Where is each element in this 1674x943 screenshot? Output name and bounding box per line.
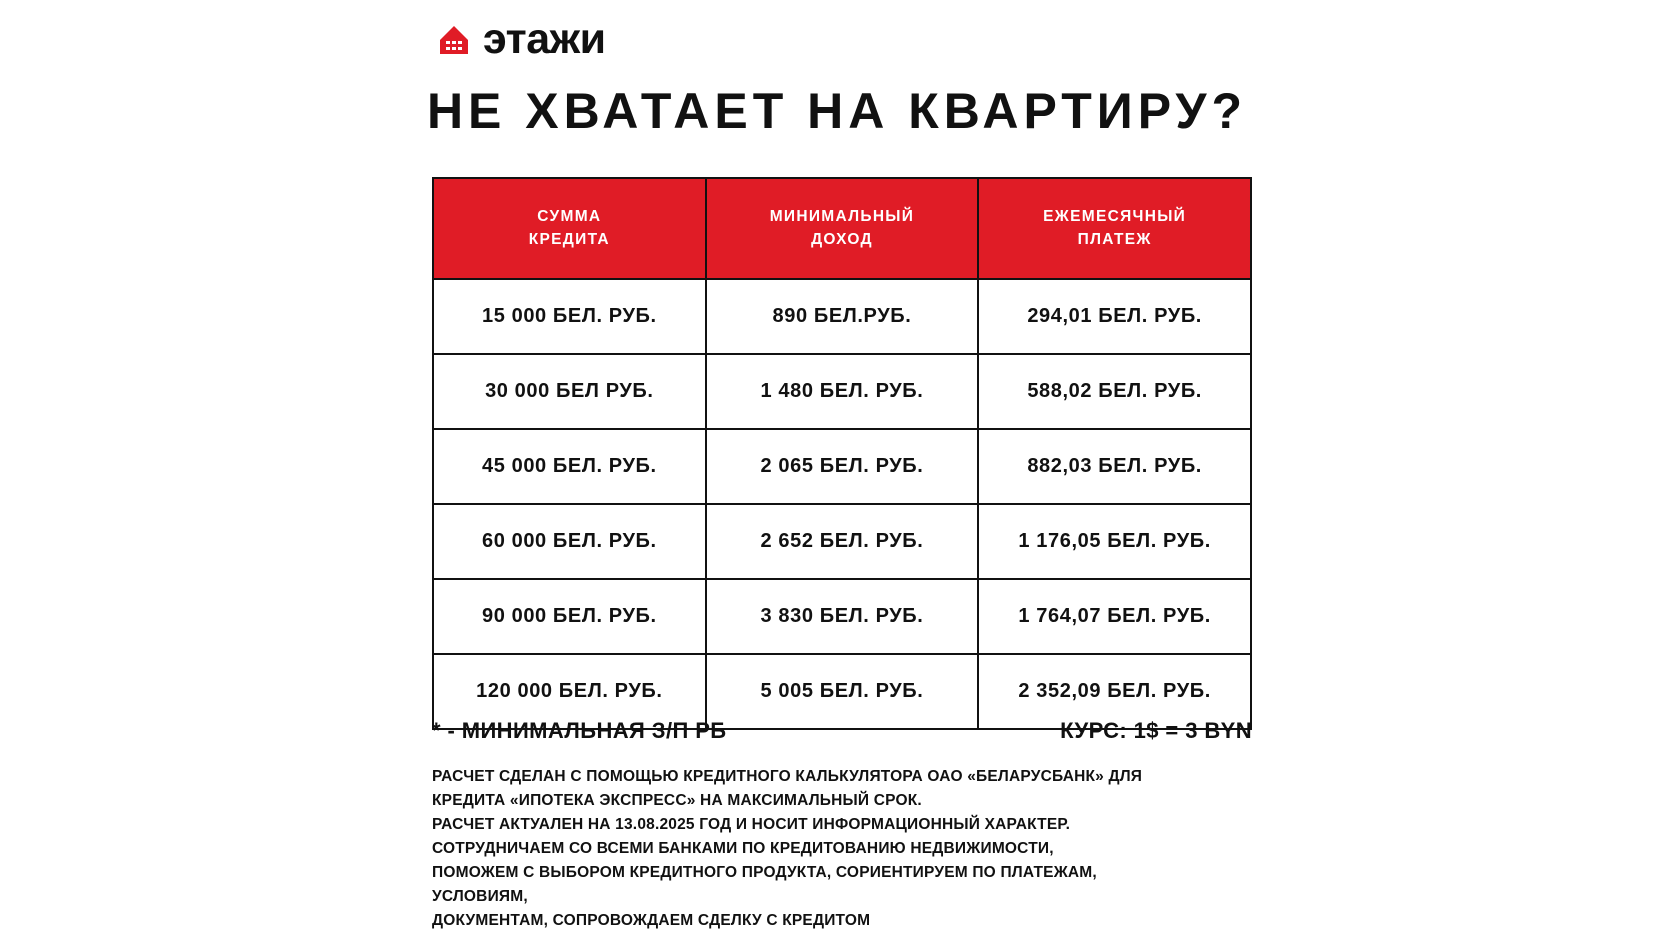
credit-table-wrapper: [432, 177, 1252, 730]
credit-table: [432, 177, 1252, 730]
cell-loan-amount: 120 000 БЕЛ. РУБ.: [433, 654, 706, 729]
disclaimer-line: РАСЧЕТ АКТУАЛЕН НА 13.08.2025 ГОД И НОСИТ ИНФОРМАЦИОННЫЙ ХАРАКТЕР.: [432, 816, 1071, 834]
column-header-line-2: КРЕДИТА: [528, 231, 610, 249]
table-row: [433, 279, 1251, 354]
disclaimer-line: ПОМОЖЕМ С ВЫБОРОМ КРЕДИТНОГО ПРОДУКТА, СОРИЕНТИРУЕМ ПО ПЛАТЕЖАМ,: [432, 864, 1097, 882]
disclaimer-line: СОТРУДНИЧАЕМ СО ВСЕМИ БАНКАМИ ПО КРЕДИТОВАНИЮ НЕДВИЖИМОСТИ,: [432, 840, 1054, 858]
cell-loan-amount: 60 000 БЕЛ. РУБ.: [433, 504, 706, 579]
disclaimer-block: [432, 765, 1282, 933]
brand-logo: [437, 15, 606, 63]
cell-loan-amount: 30 000 БЕЛ РУБ.: [433, 354, 706, 429]
column-header-line-1: СУММА: [537, 208, 602, 225]
column-header-monthly-payment: [978, 178, 1251, 279]
cell-monthly-payment: 882,03 БЕЛ. РУБ.: [978, 429, 1251, 504]
cell-min-income: 5 005 БЕЛ. РУБ.: [706, 654, 979, 729]
cell-min-income: 3 830 БЕЛ. РУБ.: [706, 579, 979, 654]
column-header-line-2: ДОХОД: [811, 231, 873, 249]
cell-monthly-payment: 2 352,09 БЕЛ. РУБ.: [978, 654, 1251, 729]
table-row: [433, 504, 1251, 579]
footnote-min-salary: * - МИНИМАЛЬНАЯ З/П РБ: [432, 718, 727, 743]
cell-monthly-payment: 1 176,05 БЕЛ. РУБ.: [978, 504, 1251, 579]
cell-min-income: 1 480 БЕЛ. РУБ.: [706, 354, 979, 429]
column-header-line-1: ЕЖЕМЕСЯЧНЫЙ: [1043, 208, 1187, 225]
cell-min-income: 2 652 БЕЛ. РУБ.: [706, 504, 979, 579]
disclaimer-line: РАСЧЕТ СДЕЛАН С ПОМОЩЬЮ КРЕДИТНОГО КАЛЬКУЛЯТОРА ОАО «БЕЛАРУСБАНК» ДЛЯ: [432, 768, 1143, 785]
cell-loan-amount: 15 000 БЕЛ. РУБ.: [433, 279, 706, 354]
table-header: [433, 178, 1251, 279]
table-header-row: [433, 178, 1251, 279]
cell-min-income: 890 БЕЛ.РУБ.: [706, 279, 979, 354]
cell-monthly-payment: 588,02 БЕЛ. РУБ.: [978, 354, 1251, 429]
cell-loan-amount: 90 000 БЕЛ. РУБ.: [433, 579, 706, 654]
table-row: [433, 429, 1251, 504]
cell-monthly-payment: 294,01 БЕЛ. РУБ.: [978, 279, 1251, 354]
disclaimer-line: УСЛОВИЯМ,: [432, 888, 528, 906]
disclaimer-line: ДОКУМЕНТАМ, СОПРОВОЖДАЕМ СДЕЛКУ С КРЕДИТОМ: [432, 912, 871, 930]
page-title: НЕ ХВАТАЕТ НА КВАРТИРУ?: [426, 83, 1248, 139]
disclaimer-line: КРЕДИТА «ИПОТЕКА ЭКСПРЕСС» НА МАКСИМАЛЬНЫЙ СРОК.: [432, 792, 922, 810]
table-row: [433, 354, 1251, 429]
cell-loan-amount: 45 000 БЕЛ. РУБ.: [433, 429, 706, 504]
brand-name: этажи: [483, 15, 606, 63]
footnote-row: [432, 718, 1252, 744]
column-header-loan-amount: [433, 178, 706, 279]
cell-monthly-payment: 1 764,07 БЕЛ. РУБ.: [978, 579, 1251, 654]
building-roof-icon: [437, 23, 471, 57]
column-header-line-2: ПЛАТЕЖ: [1077, 231, 1152, 249]
table-row: [433, 579, 1251, 654]
column-header-line-1: МИНИМАЛЬНЫЙ: [769, 208, 915, 225]
cell-min-income: 2 065 БЕЛ. РУБ.: [706, 429, 979, 504]
column-header-min-income: [706, 178, 979, 279]
footnote-exchange-rate: КУРС: 1$ = 3 BYN: [1060, 718, 1252, 743]
table-body: [433, 279, 1251, 729]
